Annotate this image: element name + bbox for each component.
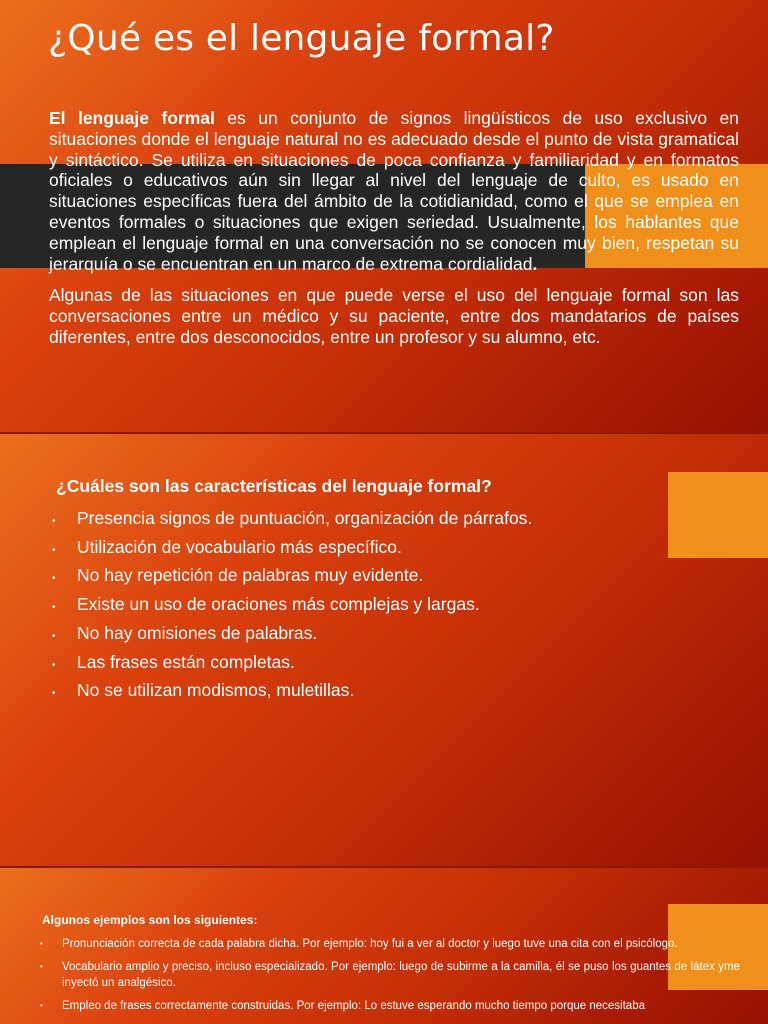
list-item	[40, 936, 740, 952]
list-item-text: Empleo de frases correctamente construidas. Por ejemplo: Lo estuve esperando mucho tiempo porque necesitaba	[62, 1000, 645, 1012]
bullet-icon: •	[52, 544, 56, 556]
slide-characteristics	[0, 434, 768, 866]
list-item	[52, 650, 532, 679]
bullet-icon: •	[52, 659, 56, 671]
examples-list	[40, 936, 740, 1021]
bullet-icon: •	[40, 962, 43, 971]
bullet-icon: •	[52, 573, 56, 585]
orange-accent-block	[668, 472, 768, 558]
definition-text: es un conjunto de signos lingüísticos de uso exclusivo en situaciones donde el lenguaje natural no es adecuado desde el punto de vista gramatical y sintáctico. Se utiliza en situaciones de poca confianza y familiaridad y en formatos oficiales o educativos aún sin llegar al nivel del lenguaje de culto, es usado en situaciones específicas fuera del ámbito de la cotidianidad, como el que se emplea en eventos formales o situaciones que exigen seriedad. Usualmente, los hablantes que emplean el lenguaje formal en una conversación no se conocen muy bien, respetan su jerarquía o se encuentran en un marco de extrema cordialidad	[49, 108, 739, 274]
list-item-text: No hay omisiones de palabras.	[77, 622, 318, 643]
definition-period: .	[532, 253, 538, 274]
list-item-text: No se utilizan modismos, muletillas.	[77, 680, 355, 701]
list-item-text: Las frases están completas.	[77, 651, 295, 672]
bullet-icon: •	[40, 939, 43, 948]
bullet-icon: •	[52, 602, 56, 614]
list-item-text: Vocabulario amplio y preciso, incluso especializado. Por ejemplo: luego de subirme a la camilla, él se puso los guantes de látex yme inyectó un analgésico.	[62, 961, 740, 989]
bullet-icon: •	[52, 688, 56, 700]
list-item	[52, 535, 532, 564]
bullet-icon: •	[52, 516, 56, 527]
bullet-icon: •	[52, 630, 56, 642]
list-item-text: Pronunciación correcta de cada palabra dicha. Por ejemplo: hoy fui a ver al doctor y luego tuve una cita con el psicólogo.	[62, 938, 678, 950]
list-item-text: Utilización de vocabulario más específico.	[77, 536, 402, 557]
list-item-text: No hay repetición de palabras muy evidente.	[77, 565, 424, 586]
bullet-icon: •	[40, 1001, 43, 1010]
list-item-text: Presencia signos de puntuación, organización de párrafos.	[77, 508, 533, 528]
list-item	[52, 678, 532, 707]
slide-what-is-formal-language	[0, 0, 768, 432]
list-item	[52, 563, 532, 592]
examples-heading: Algunos ejemplos son los siguientes:	[42, 913, 258, 927]
list-item-text: Existe un uso de oraciones más complejas y largas.	[77, 594, 480, 615]
list-item	[52, 621, 532, 650]
definition-term: El lenguaje formal	[49, 108, 215, 128]
characteristics-list	[52, 506, 532, 707]
list-item	[40, 959, 740, 991]
slide-title: ¿Qué es el lenguaje formal?	[48, 18, 555, 59]
list-item	[52, 592, 532, 621]
definition-paragraph	[49, 108, 739, 274]
characteristics-heading: ¿Cuáles son las características del lenguaje formal?	[56, 476, 492, 496]
slide-examples	[0, 868, 768, 1024]
list-item	[52, 506, 532, 535]
list-item	[40, 998, 740, 1014]
slide-body	[49, 108, 739, 348]
situations-paragraph: Algunas de las situaciones en que puede verse el uso del lenguaje formal son las conversaciones entre un médico y su paciente, entre dos mandatarios de países diferentes, entre dos desconocidos, entre un profesor y su alumno, etc.	[49, 285, 739, 347]
